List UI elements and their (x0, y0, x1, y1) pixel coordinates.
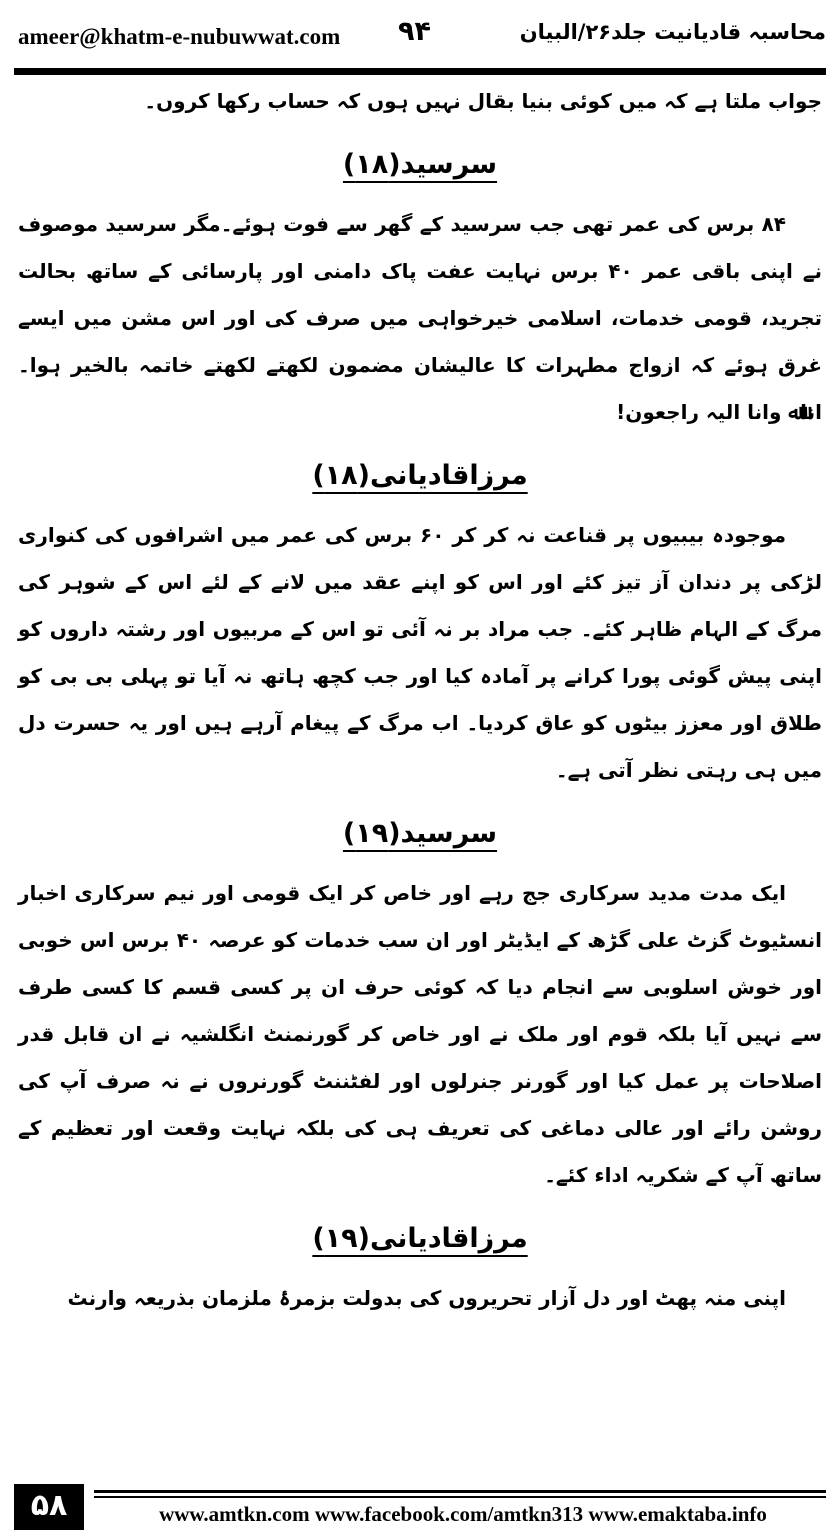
section-heading-text: سرسید(۱۹) (342, 818, 498, 849)
intro-paragraph: جواب ملتا ہے کہ میں کوئی بنیا بقال نہیں ہوں کہ حساب رکھا کروں۔ (144, 89, 822, 113)
header-divider (14, 68, 826, 75)
footer-page-number: ۵۸ (14, 1484, 84, 1530)
section-paragraph: ۸۴ برس کی عمر تھی جب سرسید کے گھر سے فوت ہوئے۔مگر سرسید موصوف نے اپنی باقی عمر ۴۰ برس نہایت عفت پاک دامنی اور پارسائی کے ساتھ بحالت تجرید، قومی خدمات، اسلامی خیرخواہی میں صرف کی اور اس مشن میں ایسے غرق ہوئے کہ ازواج مطہرات کا عالیشان مضمون لکھتے لکھتے خاتمہ بالخیر ہوا۔ اناﷲ وانا الیہ راجعون! (18, 212, 822, 424)
section-paragraph: ایک مدت مدید سرکاری جج رہے اور خاص کر ایک قومی اور نیم سرکاری اخبار انسٹیوٹ گزٹ علی گڑھ کے ایڈیٹر اور ان سب خدمات کو عرصہ ۴۰ برس اس خوبی اور خوش اسلوبی سے انجام دیا کہ کوئی حرف ان پر کسی قسم کا کسی طرف سے نہیں آیا بلکہ قوم اور ملک نے اور خاص کر گورنمنٹ انگلشیہ نے ان قابل قدر اصلاحات پر عمل کیا اور گورنر جنرلوں اور لفٹننٹ گورنروں نے نہ صرف آپ کی روشن رائے اور عالی دماغی کی تعریف ہی کی بلکہ نہایت وقعت اور تعظیم کے ساتھ آپ کے شکریہ اداء کئے۔ (18, 881, 822, 1187)
section-heading-text: سرسید(۱۸) (342, 149, 498, 180)
header-page-number: ۹۴ (398, 16, 431, 47)
header-book-title: محاسبہ قادیانیت جلد۲۶/البیان (519, 20, 826, 44)
footer-links[interactable]: www.amtkn.com www.facebook.com/amtkn313 www.emaktaba.info (159, 1502, 767, 1526)
section-paragraph: اپنی منہ پھٹ اور دل آزار تحریروں کی بدولت بزمرۂ ملزمان بذریعہ وارنٹ (67, 1286, 786, 1310)
page-header (10, 10, 830, 66)
section-heading (18, 806, 822, 862)
section-heading (18, 448, 822, 504)
header-email: ameer@khatm-e-nubuwwat.com (18, 24, 341, 49)
page-body (18, 78, 822, 1458)
section-heading-text: مرزاقادیانی(۱۸) (312, 460, 528, 491)
section-heading (18, 137, 822, 193)
section-heading-text: مرزاقادیانی(۱۹) (312, 1223, 528, 1254)
footer-divider-thin (94, 1496, 826, 1498)
page-footer (14, 1484, 826, 1534)
section-paragraph: موجودہ بیبیوں پر قناعت نہ کر کر ۶۰ برس کی عمر میں اشرافوں کی کنواری لڑکی پر دندان آز تیز کئے اور اس کو اپنے عقد میں لانے کے لئے اس کے شوہر کی مرگ کے الہام ظاہر کئے۔ جب مراد بر نہ آئی تو اس کے مربیوں اور رشتہ داروں کو اپنی پیش گوئی پورا کرانے پر آمادہ کیا اور جب کچھ ہاتھ نہ آیا تو پہلی بی بی کو طلاق اور معزز بیٹوں کو عاق کردیا۔ اب مرگ کے پیغام آرہے ہیں اور یہ حسرت دل میں ہی رہتی نظر آتی ہے۔ (18, 523, 822, 782)
section-heading (18, 1211, 822, 1267)
footer-divider (94, 1490, 826, 1493)
